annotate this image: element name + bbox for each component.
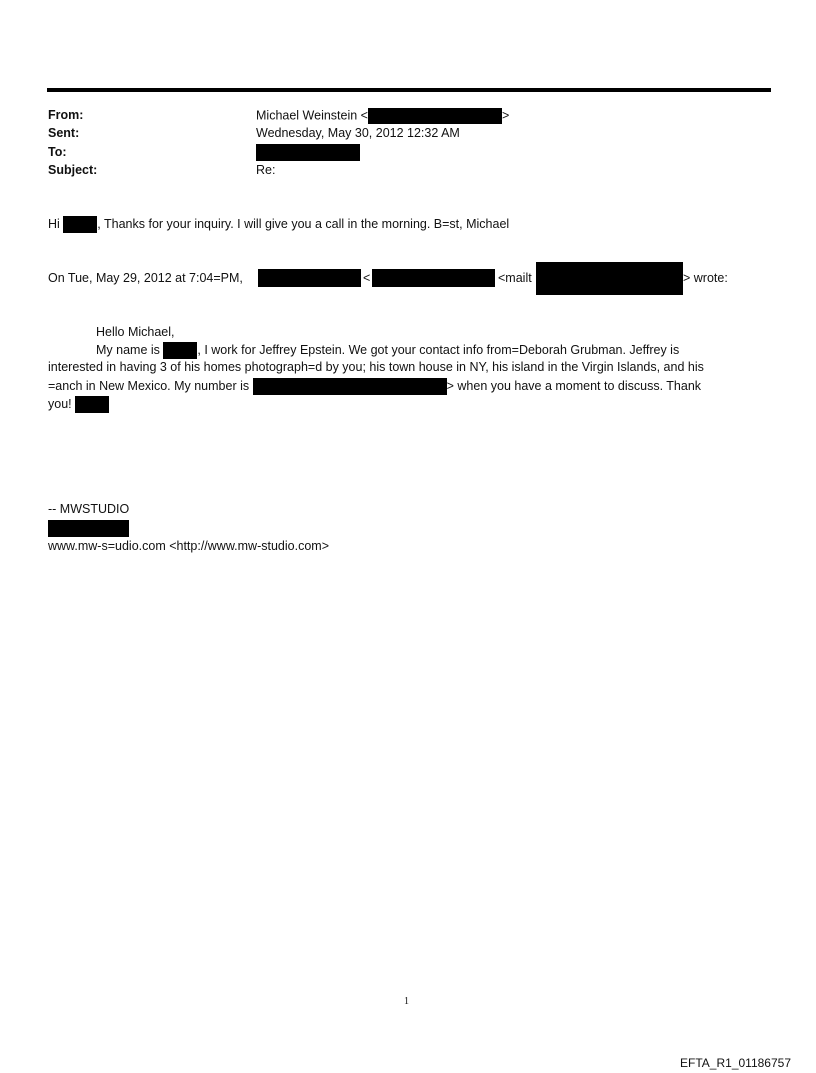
- quoted-line-3-b: > when you have a moment to discuss. Thank: [446, 378, 702, 393]
- quote-mailto: <mailt: [498, 271, 532, 285]
- sent-label: Sent:: [48, 126, 80, 140]
- phone-redaction: [253, 378, 447, 395]
- signature-url: www.mw-s=udio.com <http://www.mw-studio.com>: [48, 539, 329, 553]
- quoted-line-2: interested in having 3 of his homes photograph=d by you; his town house in NY, his island in the Virgin Islands, and his: [48, 360, 704, 374]
- from-label: From:: [48, 108, 84, 122]
- signature-name: -- MWSTUDIO: [48, 502, 130, 516]
- sent-value: Wednesday, May 30, 2012 12:32 AM: [256, 126, 460, 140]
- quoted-line-3: [48, 378, 701, 395]
- subject-value: Re:: [256, 163, 276, 177]
- quote-prefix: On Tue, May 29, 2012 at 7:04=PM,: [48, 271, 243, 285]
- from-name: Michael Weinstein <: [256, 108, 368, 123]
- document-id: EFTA_R1_01186757: [680, 1056, 791, 1070]
- from-value: [256, 108, 509, 124]
- to-label: To:: [48, 145, 67, 159]
- from-close: >: [501, 108, 510, 123]
- quoted-line-3-a: =anch in New Mexico. My number is: [48, 378, 250, 393]
- redaction-box: [63, 216, 97, 233]
- quoted-line-4: [48, 396, 109, 413]
- quoted-line-1-a: My name is: [96, 342, 160, 357]
- redaction-box: [75, 396, 109, 413]
- quoted-line-1-b: , I work for Jeffrey Epstein. We got your contact info from=Deborah Grubman. Jeffrey is: [197, 342, 680, 357]
- sender-name-redaction: [258, 269, 361, 287]
- quote-wrote: > wrote:: [683, 271, 728, 285]
- sender-email-redaction: [372, 269, 495, 287]
- redaction-box: [163, 342, 197, 359]
- quote-lt: <: [363, 271, 371, 285]
- page-number: 1: [404, 996, 409, 1007]
- redaction-box: [368, 108, 502, 124]
- quoted-line-1: [96, 342, 679, 359]
- quoted-greeting: Hello Michael,: [96, 325, 175, 339]
- header-rule: [47, 88, 771, 92]
- to-redaction: [256, 144, 360, 161]
- signature-redaction: [48, 520, 129, 537]
- mailto-redaction: [536, 262, 683, 295]
- quote-header-line: [48, 271, 243, 285]
- reply-greeting: Hi: [48, 216, 60, 231]
- subject-label: Subject:: [48, 163, 98, 177]
- reply-text: , Thanks for your inquiry. I will give you a call in the morning. B=st, Michael: [97, 216, 510, 231]
- reply-line: [48, 216, 509, 233]
- quoted-line-4-text: you!: [48, 396, 72, 411]
